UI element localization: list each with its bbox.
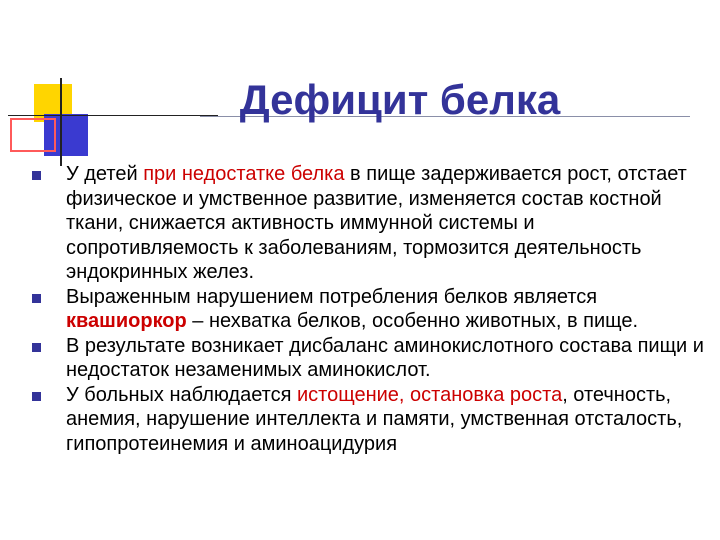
- highlight-term: квашиоркор: [66, 310, 187, 332]
- list-item: [28, 383, 704, 457]
- square-bullet-icon: [32, 171, 41, 180]
- logo-vertical-line: [60, 78, 62, 166]
- highlight-text: истощение, остановка роста: [297, 383, 563, 406]
- square-bullet-icon: [32, 392, 41, 401]
- text-run: У детей: [66, 163, 144, 185]
- square-bullet-icon: [32, 343, 41, 352]
- bullet-list: [28, 162, 704, 456]
- list-item: [28, 162, 704, 285]
- square-bullet-icon: [32, 294, 41, 303]
- list-item: [28, 285, 704, 334]
- text-run: , отечность, анемия, нарушение интеллекта и памяти, умственная отсталость, гипопротеинемия и аминоацидурия: [66, 383, 683, 455]
- highlight-text: при недостатке белка: [143, 163, 345, 185]
- text-run: Выраженным нарушением потребления белков является: [66, 285, 598, 308]
- text-run: – нехватка белков, особенно животных, в пище.: [186, 310, 639, 332]
- text-run: в пище задерживается рост, отстает физическое и умственное развитие, изменяется состав костной ткани, снижается активность иммунной системы и сопротивляемость к заболеваниям, тормозится деятельность эндокринных желез.: [66, 163, 687, 283]
- text-run: В результате возникает дисбаланс аминокислотного состава пищи и недостаток незаменимых аминокислот.: [66, 334, 704, 381]
- page-title: Дефицит белка: [239, 76, 561, 123]
- text-run: У больных наблюдается: [66, 383, 297, 406]
- list-item: [28, 334, 704, 383]
- logo-red-square: [10, 118, 56, 152]
